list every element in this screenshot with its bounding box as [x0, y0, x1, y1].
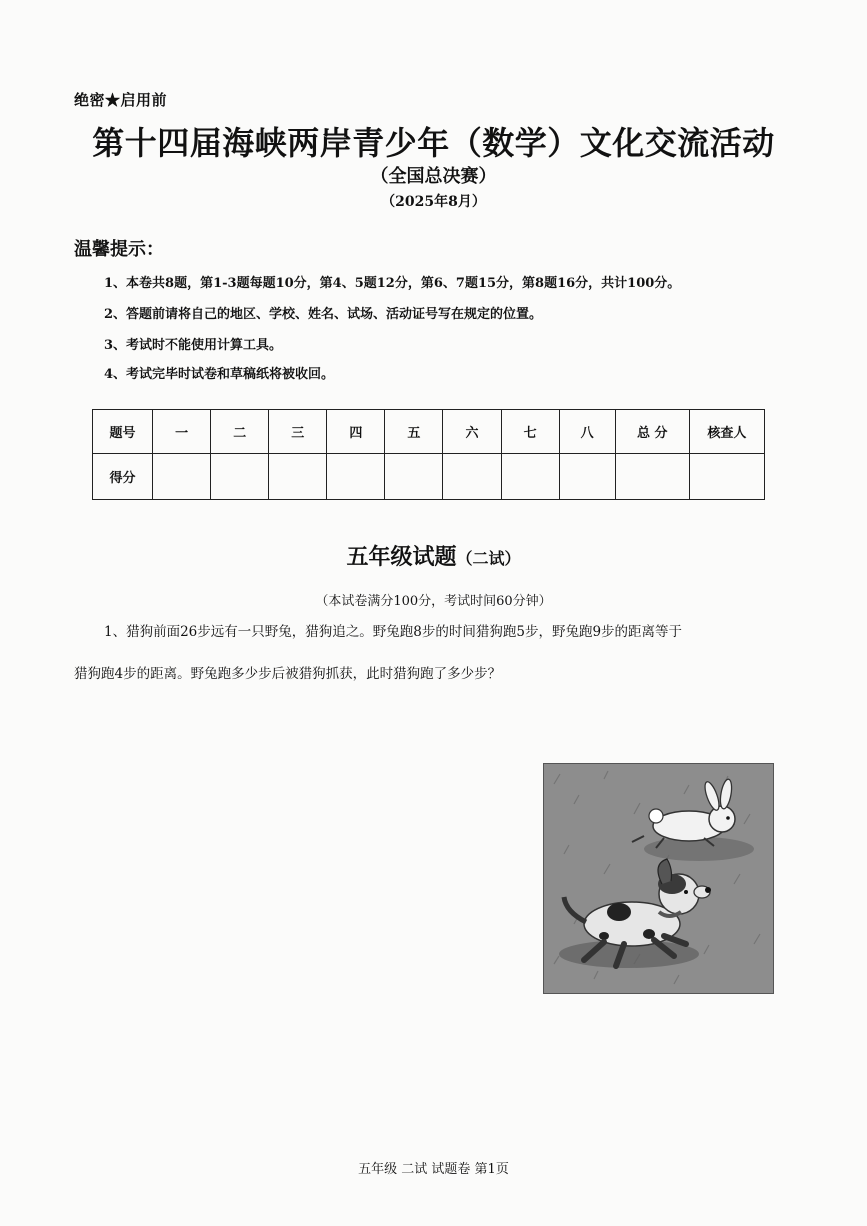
- score-cell: [689, 454, 764, 500]
- exam-title: 第十四届海峡两岸青少年（数学）文化交流活动: [92, 124, 775, 162]
- header-cell: 核查人: [689, 410, 764, 454]
- score-table: [92, 409, 765, 500]
- score-cell: [269, 454, 327, 500]
- confidential-mark: 绝密★启用前: [74, 91, 168, 109]
- tip-item: 2、答题前请将自己的地区、学校、姓名、试场、活动证号写在规定的位置。: [104, 307, 543, 322]
- score-cell: [385, 454, 443, 500]
- illustration-graphic: [544, 764, 773, 993]
- score-cell: [327, 454, 385, 500]
- header-cell: 三: [269, 410, 327, 454]
- header-cell: 五: [385, 410, 443, 454]
- header-cell: 四: [327, 410, 385, 454]
- section-title: [0, 540, 867, 571]
- score-table-score-row: [93, 454, 765, 500]
- score-cell: [153, 454, 211, 500]
- score-cell: [559, 454, 615, 500]
- header-cell: 题号: [93, 410, 153, 454]
- header-cell: 六: [443, 410, 501, 454]
- question-1-line-1: 1、猎狗前面26步远有一只野兔，猎狗追之。野兔跑8步的时间猎狗跑5步，野兔跑9步的距离等于: [104, 624, 683, 640]
- page-footer: 五年级 二试 试题卷 第1页: [358, 1162, 509, 1177]
- header-cell: 总 分: [615, 410, 689, 454]
- exam-subtitle: （全国总决赛）: [370, 166, 497, 187]
- exam-date: （2025年8月）: [381, 194, 486, 210]
- score-cell: [615, 454, 689, 500]
- tips-heading: 温馨提示：: [74, 239, 164, 260]
- score-cell: [501, 454, 559, 500]
- tip-item: 4、考试完毕时试卷和草稿纸将被收回。: [104, 367, 335, 382]
- header-cell: 八: [559, 410, 615, 454]
- header-cell: 七: [501, 410, 559, 454]
- question-1-line-2: 猎狗跑4步的距离。野兔跑多少步后被猎狗抓获，此时猎狗跑了多少步？: [74, 666, 502, 682]
- section-title-suffix: （二试）: [456, 549, 521, 568]
- tip-item: 1、本卷共8题，第1-3题每题10分，第4、5题12分，第6、7题15分，第8题16分，共计100分。: [104, 276, 681, 291]
- score-cell: [443, 454, 501, 500]
- exam-note: （本试卷满分100分，考试时间60分钟）: [315, 594, 552, 609]
- score-row-label: 得分: [93, 454, 153, 500]
- header-cell: 二: [211, 410, 269, 454]
- section-title-main: 五年级试题: [346, 544, 457, 570]
- score-cell: [211, 454, 269, 500]
- header-cell: 一: [153, 410, 211, 454]
- dog-chasing-rabbit-illustration: [543, 763, 774, 994]
- score-table-header-row: [93, 410, 765, 454]
- tip-item: 3、考试时不能使用计算工具。: [104, 338, 283, 353]
